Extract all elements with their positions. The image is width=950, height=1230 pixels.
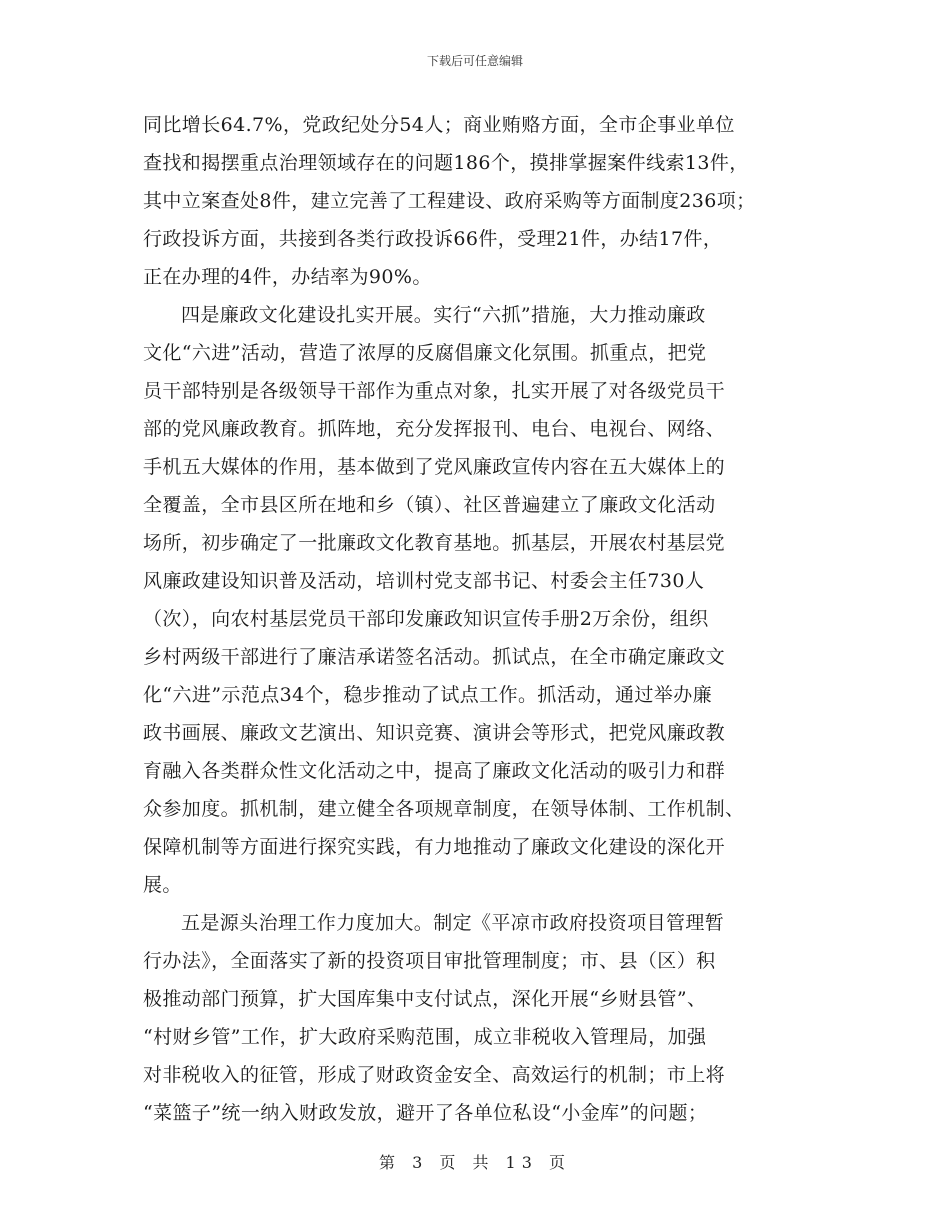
text-line: 部的党风廉政教育。抓阵地，充分发挥报刊、电台、电视台、网络、 — [143, 418, 726, 440]
text-line: 正在办理的4件，办结率为90%。 — [143, 266, 432, 288]
text-line: 行办法》，全面落实了新的投资项目审批管理制度；市、县（区）积 — [143, 950, 716, 972]
text-line: 行政投诉方面，共接到各类行政投诉66件，受理21件，办结17件， — [143, 228, 723, 250]
text-line: 四是廉政文化建设扎实开展。实行“六抓”措施，大力推动廉政 — [181, 304, 706, 326]
text-line: （次），向农村基层党员干部印发廉政知识宣传手册2万余份，组织 — [143, 608, 709, 630]
text-line: 育融入各类群众性文化活动之中，提高了廉政文化活动的吸引力和群 — [143, 760, 726, 782]
text-line: 政书画展、廉政文艺演出、知识竞赛、演讲会等形式，把党风廉政教 — [143, 722, 726, 744]
text-line: 场所，初步确定了一批廉政文化教育基地。抓基层，开展农村基层党 — [143, 532, 726, 554]
text-line: 手机五大媒体的作用，基本做到了党风廉政宣传内容在五大媒体上的 — [143, 456, 726, 478]
text-line: 众参加度。抓机制，建立健全各项规章制度，在领导体制、工作机制、 — [143, 798, 745, 820]
page-header: 下载后可任意编辑 — [426, 54, 523, 68]
text-line: 五是源头治理工作力度加大。制定《平凉市政府投资项目管理暂 — [181, 912, 725, 934]
text-line: “菜篮子”统一纳入财政发放，避开了各单位私设“小金库”的问题； — [143, 1102, 708, 1124]
text-line: 乡村两级干部进行了廉洁承诺签名活动。抓试点，在全市确定廉政文 — [143, 646, 726, 668]
text-line: 查找和揭摆重点治理领域存在的问题186个，摸排掌握案件线索13件， — [143, 152, 749, 174]
page-footer: 第 3 页 共 13 页 — [379, 1153, 571, 1172]
text-line: 风廉政建设知识普及活动，培训村党支部书记、村委会主任730人 — [143, 570, 705, 592]
text-line: 极推动部门预算，扩大国库集中支付试点，深化开展“乡财县管”、 — [143, 988, 707, 1010]
text-line: “村财乡管”工作，扩大政府采购范围，成立非税收入管理局，加强 — [143, 1026, 707, 1048]
document-body — [143, 106, 823, 1132]
text-line: 对非税收入的征管，形成了财政资金安全、高效运行的机制；市上将 — [143, 1064, 726, 1086]
text-line: 同比增长64.7%，党政纪处分54人；商业贿赂方面，全市企事业单位 — [143, 114, 735, 136]
text-line: 全覆盖，全市县区所在地和乡（镇）、社区普遍建立了廉政文化活动 — [143, 494, 716, 516]
text-line: 保障机制等方面进行探究实践，有力地推动了廉政文化建设的深化开 — [143, 836, 726, 858]
text-line: 员干部特别是各级领导干部作为重点对象，扎实开展了对各级党员干 — [143, 380, 726, 402]
text-line: 文化“六进”活动，营造了浓厚的反腐倡廉文化氛围。抓重点，把党 — [143, 342, 707, 364]
text-line: 展。 — [143, 874, 182, 896]
text-line: 其中立案查处8件，建立完善了工程建设、政府采购等方面制度236项； — [143, 190, 756, 212]
text-line: 化“六进”示范点34个，稳步推动了试点工作。抓活动，通过举办廉 — [143, 684, 713, 706]
